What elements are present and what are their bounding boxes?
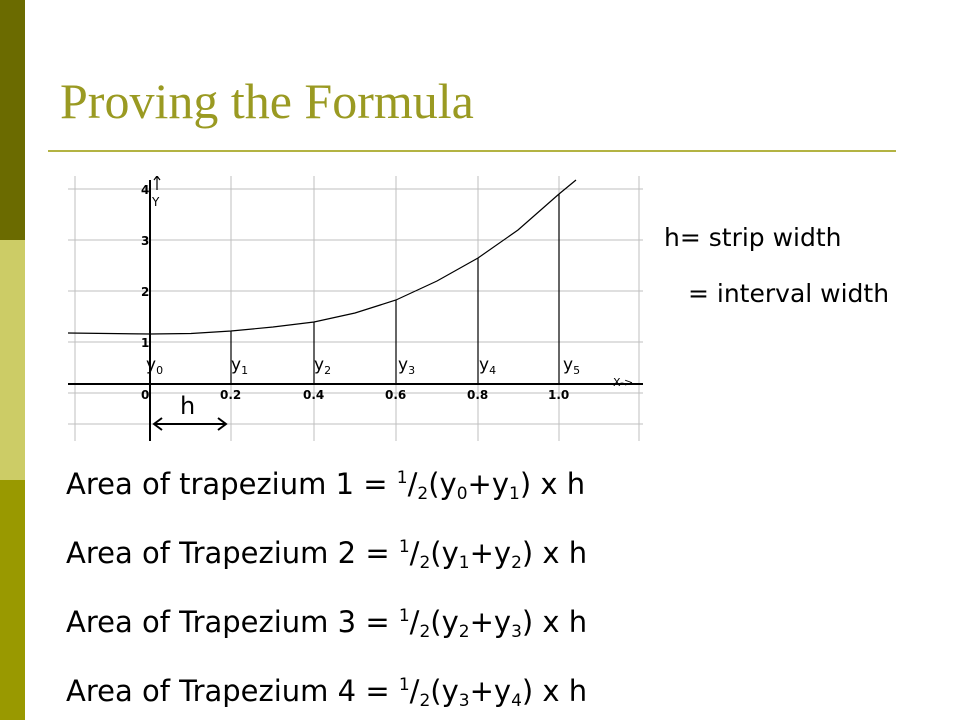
ordinate-label-y2: $y_2$ — [314, 355, 332, 377]
x-tick-label: 0.4 — [303, 388, 325, 402]
equation-line: Area of Trapezium $4 = ^1/_2(y_3+y_4)$ x h — [66, 674, 588, 711]
x-tick-label: 1.0 — [548, 388, 570, 402]
accent-band-middle — [0, 240, 25, 480]
x-tick-label: 0.8 — [467, 388, 489, 402]
equation-line: Area of Trapezium $2 = ^1/_2(y_1+y_2)$ x h — [66, 536, 588, 573]
ordinate-label-y4: $y_4$ — [479, 355, 497, 377]
note-strip-width: h= strip width — [664, 223, 842, 252]
x-tick-label: 0.6 — [385, 388, 407, 402]
ordinate-label-y0: $y_0$ — [146, 355, 164, 377]
x-axis-label: X-> — [613, 376, 634, 389]
y-tick-label: 3 — [141, 234, 150, 248]
note-interval-width: = interval width — [688, 279, 890, 308]
ordinate-label-y5: $y_5$ — [563, 355, 581, 377]
slide-title: Proving the Formula — [60, 73, 474, 129]
equation-line: Area of Trapezium $3 = ^1/_2(y_2+y_3)$ x h — [66, 605, 588, 642]
y-tick-label: 2 — [141, 285, 150, 299]
accent-band-top — [0, 0, 25, 240]
strip-width-label: h — [180, 392, 196, 420]
x-tick-label: 0.2 — [220, 388, 242, 402]
accent-band-bottom — [0, 480, 25, 720]
y-tick-label: 1 — [141, 336, 150, 350]
ordinate-label-y3: $y_3$ — [398, 355, 416, 377]
graph-figure — [68, 176, 643, 441]
title-underline — [48, 150, 896, 152]
equation-list — [66, 452, 587, 728]
equation-line: Area of trapezium $1 = ^1/_2(y_0+y_1)$ x h — [66, 467, 586, 504]
ordinate-label-y1: $y_1$ — [231, 355, 249, 377]
x-tick-label: 0 — [141, 388, 150, 402]
y-tick-label: 4 — [141, 183, 150, 197]
y-axis-label: Y — [152, 195, 160, 209]
